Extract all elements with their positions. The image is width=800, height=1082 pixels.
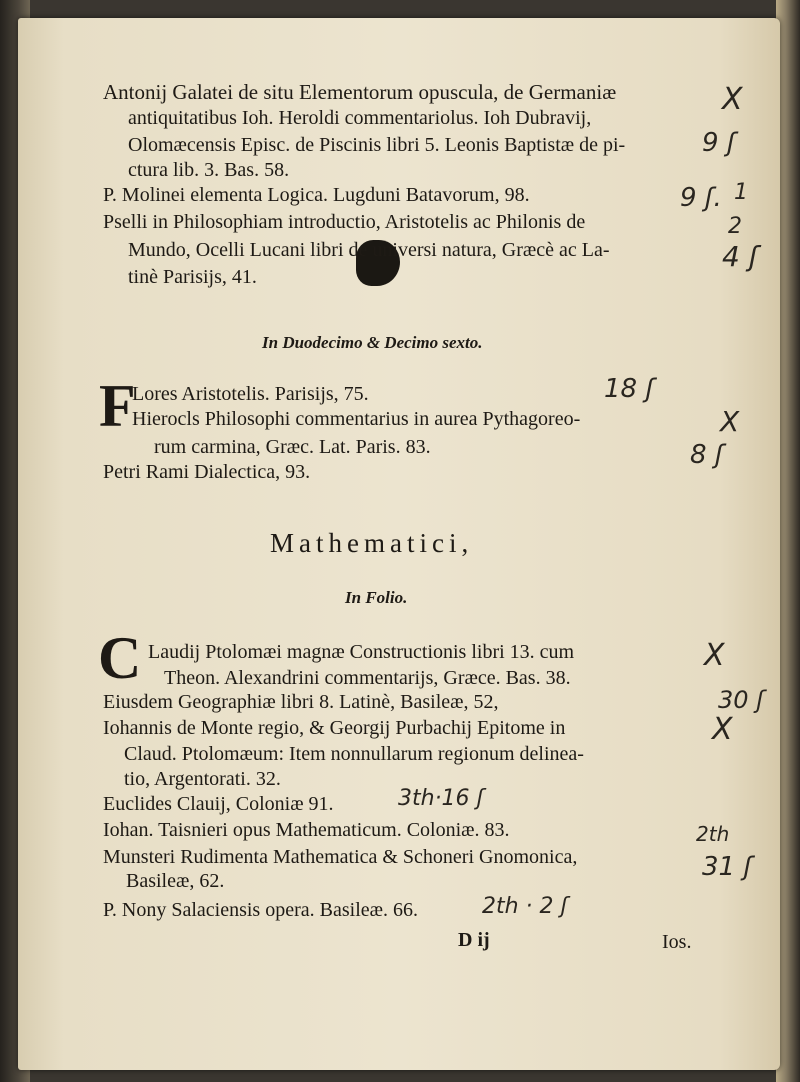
handwritten-note: 3th·16 ʃ [398, 786, 484, 811]
signature-mark: D ij [458, 929, 490, 951]
text-line: Petri Rami Dialectica, 93. [103, 461, 311, 483]
text-line: rum carmina, Græc. Lat. Paris. 83. [154, 436, 431, 458]
text-line: tinè Parisijs, 41. [128, 266, 257, 288]
text-line: Lores Aristotelis. Parisijs, 75. [132, 383, 369, 405]
text-line: Iohan. Taisnieri opus Mathematicum. Coloniæ. 83. [103, 819, 510, 841]
text-line: Antonij Galatei de situ Elementorum opuscula, de Germaniæ [103, 80, 617, 104]
text-line: ctura lib. 3. Bas. 58. [128, 159, 290, 181]
handwritten-note: X [704, 638, 725, 673]
handwritten-note: 2th · 2 ʃ [482, 894, 568, 919]
handwritten-note: 9 ʃ [702, 128, 736, 158]
handwritten-note: 18 ʃ [604, 374, 655, 404]
text-line: antiquitatibus Ioh. Heroldi commentariolus. Ioh Dubravij, [128, 107, 592, 129]
handwritten-note: 31 ʃ [702, 852, 753, 882]
handwritten-note: X [720, 405, 740, 438]
text-line: tio, Argentorati. 32. [124, 768, 281, 790]
handwritten-note: 8 ʃ [690, 440, 724, 470]
text-line: Munsteri Rudimenta Mathematica & Schoneri Gnomonica, [103, 846, 578, 868]
text-line: Laudij Ptolomæi magnæ Constructionis libri 13. cum [148, 641, 575, 663]
handwritten-note: 2 [728, 214, 742, 239]
text-line: Mundo, Ocelli Lucani libri de universi natura, Græcè ac La- [128, 239, 610, 261]
text-line: Euclides Clauij, Coloniæ 91. [103, 793, 334, 815]
text-line: P. Molinei elementa Logica. Lugduni Batavorum, 98. [103, 184, 530, 206]
handwritten-note: 9 ʃ. [680, 183, 722, 213]
drop-initial: C [98, 625, 142, 691]
handwritten-note: 2th [696, 822, 730, 846]
handwritten-note: X [712, 712, 733, 747]
handwritten-note: 30 ʃ [718, 686, 765, 714]
handwritten-note: 1 [734, 180, 748, 205]
text-line: Theon. Alexandrini commentarijs, Græce. Bas. 38. [164, 667, 571, 689]
section-heading: Mathematici, [270, 528, 474, 558]
drop-initial: F [99, 373, 136, 439]
text-line: Pselli in Philosophiam introductio, Aristotelis ac Philonis de [103, 211, 586, 233]
section-subheading: In Duodecimo & Decimo sexto. [262, 333, 483, 352]
handwritten-note: X [722, 82, 743, 117]
text-line: Hierocls Philosophi commentarius in aurea Pythagoreo- [132, 408, 581, 430]
catchword: Ios. [662, 931, 692, 953]
text-line: Olomæcensis Episc. de Piscinis libri 5. Leonis Baptistæ de pi- [128, 134, 626, 156]
handwritten-note: 4 ʃ [722, 240, 759, 273]
text-line: Basileæ, 62. [126, 870, 225, 892]
text-line: Claud. Ptolomæum: Item nonnullarum regionum delinea- [124, 743, 584, 765]
text-line: Iohannis de Monte regio, & Georgij Purbachij Epitome in [103, 717, 566, 739]
text-line: P. Nony Salaciensis opera. Basileæ. 66. [103, 899, 418, 921]
section-subheading: In Folio. [345, 588, 408, 607]
text-line: Eiusdem Geographiæ libri 8. Latinè, Basileæ, 52, [103, 691, 499, 713]
